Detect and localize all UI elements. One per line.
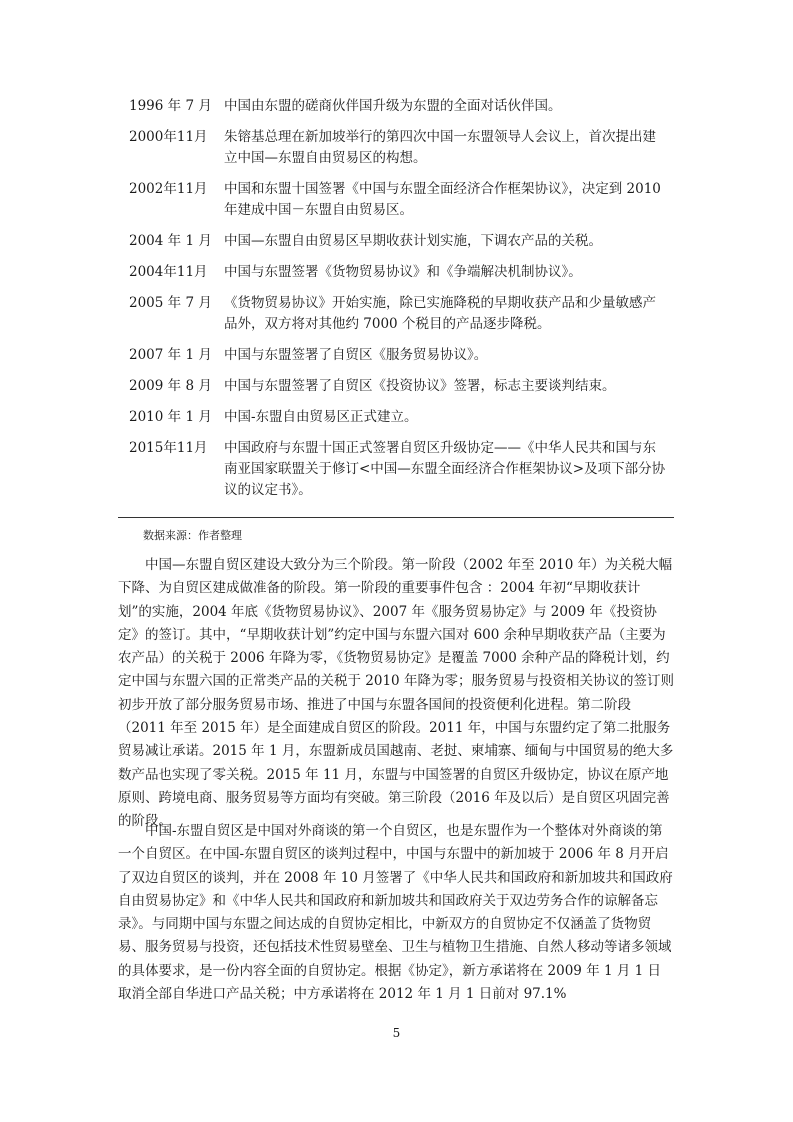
timeline-row (118, 262, 674, 283)
timeline-row (118, 179, 674, 221)
timeline-date: 2005 年 7 月 (129, 295, 212, 311)
timeline-row (118, 407, 674, 428)
timeline-row (118, 293, 674, 335)
timeline-date: 2015年11月 (129, 440, 208, 456)
timeline-date: 2004 年 1 月 (129, 233, 212, 249)
timeline-date: 2007 年 1 月 (129, 347, 212, 363)
timeline-date: 2000年11月 (129, 129, 208, 145)
timeline-event: 中国由东盟的磋商伙伴国升级为东盟的全面对话伙伴国。 (224, 98, 562, 114)
timeline-date: 2004年11月 (129, 264, 208, 280)
page-number: 5 (392, 1026, 401, 1040)
timeline-event: 中国与东盟签署了自贸区《服务贸易协议》。 (224, 347, 488, 363)
timeline-date: 2002年11月 (129, 181, 208, 197)
timeline-row (118, 127, 674, 169)
timeline-date: 2009 年 8 月 (129, 378, 212, 394)
timeline-event: 中国-东盟自由贸易区正式建立。 (224, 409, 418, 425)
timeline-event: 中国—东盟自由贸易区早期收获计划实施，下调农产品的关税。 (224, 233, 602, 249)
timeline-date: 1996 年 7 月 (129, 98, 212, 114)
timeline-row (118, 376, 674, 397)
body-paragraph-singapore: 中国-东盟自贸区是中国对外商谈的第一个自贸区，也是东盟作为一个整体对外商谈的第一个自贸区。在中国-东盟自贸区的谈判过程中，中国与东盟中的新加坡于 2006 年 8 月开启了双边自贸区的谈判，并在 2008 年 10 月签署了《中华人民共和国政府和新加坡共和国政府自由贸易协定》和《中华人民共和国政府和新加坡共和国政府关于双边劳务合作的谅解备忘录》。与同期中国与东盟之间达成的自贸协定相比，中新双方的自贸协定不仅涵盖了货物贸易、服务贸易与投资，还包括技术性贸易壁垒、卫生与植物卫生措施、自然人移动等诸多领域的具体要求，是一份内容全面的自贸协定。根据《协定》，新方承诺将在 2009 年 1 月 1 日取消全部自华进口产品关税；中方承诺将在 2012 年 1 月 1 日前对 97.1% (118, 823, 673, 1003)
timeline-event: 中国与东盟签署了自贸区《投资协议》签署，标志主要谈判结束。 (224, 378, 616, 394)
body-paragraph-stages: 中国—东盟自贸区建设大致分为三个阶段。第一阶段（2002 年至 2010 年）为关税大幅下降、为自贸区建成做准备的阶段。第一阶段的重要事件包含 ：2004 年初“早期收获计划”的实施，2004 年底《货物贸易协议》、2007 年《服务贸易协定》与 2009 年《投资协定》的签订。其中，“早期收获计划”约定中国与东盟六国对 600 余种早期收获产品（主要为农产品）的关税于 2006 年降为零，《货物贸易协定》是覆盖 7000 余种产品的降税计划，约定中国与东盟六国的正常类产品的关税于 2010 年降为零；服务贸易与投资相关协议的签订则初步开放了部分服务贸易市场、推进了中国与东盟各国间的投资便利化进程。第二阶段（2011 年至 2015 年）是全面建成自贸区的阶段。2011 年，中国与东盟约定了第二批服务贸易减让承诺。2015 年 1 月，东盟新成员国越南、老挝、柬埔寨、缅甸与中国贸易的绝大多数产品也实现了零关税。2015 年 11 月，东盟与中国签署的自贸区升级协定，协议在原产地原则、跨境电商、服务贸易等方面均有突破。第三阶段（2016 年及以后）是自贸区巩固完善的阶段。 (118, 557, 674, 830)
timeline-event: 中国政府与东盟十国正式签署自贸区升级协定——《中华人民共和国与东南亚国家联盟关于修订<中国—东盟全面经济合作框架协议>及项下部分协议的议定书》。 (224, 440, 666, 498)
timeline-event: 朱镕基总理在新加坡举行的第四次中国一东盟领导人会议上，首次提出建立中国—东盟自由贸易区的构想。 (224, 129, 656, 166)
timeline-row (118, 345, 674, 366)
table-bottom-rule (118, 517, 674, 518)
timeline-row (118, 231, 674, 252)
timeline-date: 2010 年 1 月 (129, 409, 212, 425)
source-note: 数据来源：作者整理 (143, 529, 242, 542)
timeline-event: 中国和东盟十国签署《中国与东盟全面经济合作框架协议》，决定到 2010 年建成中国－东盟自由贸易区。 (224, 181, 661, 218)
timeline-row (118, 96, 674, 117)
timeline-event: 《货物贸易协议》开始实施，除已实施降税的早期收获产品和少量敏感产品外，双方将对其他约 7000 个税目的产品逐步降税。 (224, 295, 656, 332)
timeline-event: 中国与东盟签署《货物贸易协议》和《争端解决机制协议》。 (224, 264, 582, 280)
timeline-table (118, 96, 674, 511)
timeline-row (118, 438, 674, 501)
